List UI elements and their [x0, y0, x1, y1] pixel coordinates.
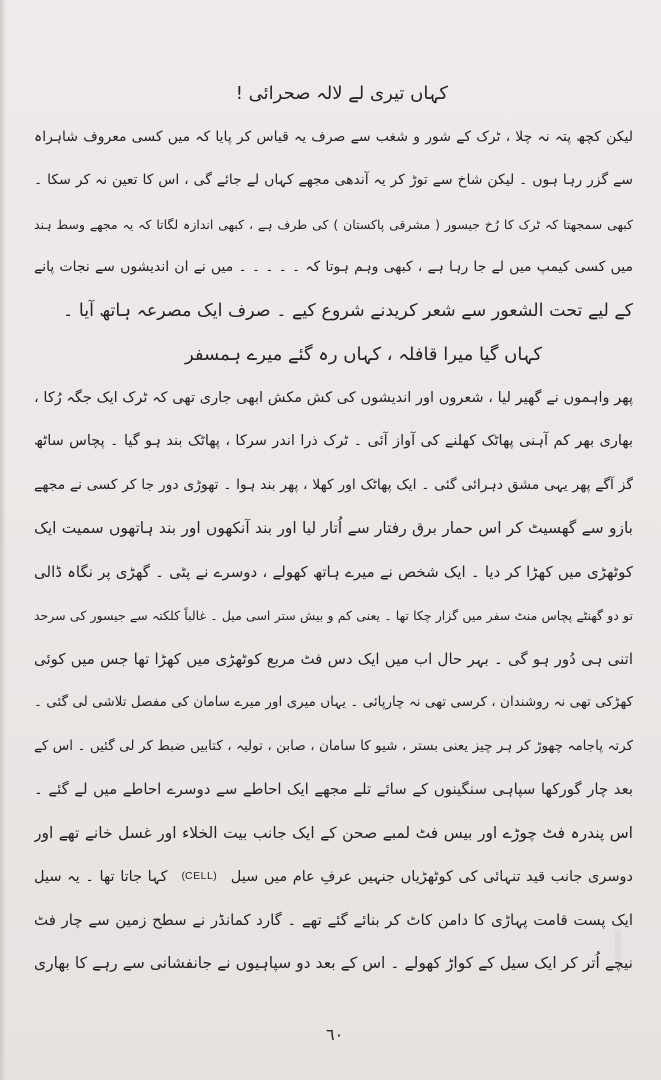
text-line: اتنی ہی دُور ہو گی ۔ بہر حال اب میں ایک دس فٹ مربع کوٹھڑی میں کھڑا تھا جس میں کوئی — [34, 649, 633, 668]
text-line-with-latin — [34, 855, 633, 899]
latin-term: (CELL) — [181, 870, 217, 882]
text-line: لیکن کچھ پتہ نہ چلا ، ٹرک کے شور و شغب سے صرف یہ قیاس کر پایا کہ میں کسی معروف شاہراہ — [34, 128, 633, 145]
urdu-text-block — [34, 72, 633, 986]
text-line: کوٹھڑی میں کھڑا کر دیا ۔ ایک شخص نے میرے ہاتھ کھولے ، دوسرے نے پٹی ۔ گھڑی پر نگاہ ڈالی — [34, 562, 633, 581]
text-line: میں کسی کیمپ میں لے جا رہا ہے ، کبھی وہم ہوتا کہ ۔ ۔ ۔ ۔ ۔ میں نے ان اندیشوں سے نجات پانے — [34, 259, 633, 275]
text-line-heading: کہاں تیری لے لالہ صحرائی ! — [235, 83, 448, 104]
verse-line: کہاں گیا میرا قافلہ ، کہاں رہ گئے میرے ہمسفر — [184, 344, 543, 365]
text-line: بازو سے گھسیٹ کر اس حمار برق رفتار سے اُتار لیا اور بند آنکھوں اور بند ہاتھوں سمیت ایک — [34, 519, 633, 537]
text-line: گز آگے پھر یہی مشق دہرائی گئی ۔ ایک پھاٹک اور کھلا ، پھر بند ہوا ۔ تھوڑی دور جا کر کسی نے مجھے — [34, 476, 633, 493]
scan-smudge — [615, 930, 621, 960]
text-line: کے لیے تحت الشعور سے شعر کریدنے شروع کیے ۔ صرف ایک مصرعہ ہاتھ آیا ۔ — [63, 300, 633, 321]
text-segment: کہا جاتا تھا ۔ یہ سیل — [34, 869, 168, 885]
text-line: ایک پست قامت پہاڑی کا دامن کاٹ کر بنائے گئے تھے ۔ گارد کمانڈر نے سطح زمین سے چار فٹ — [34, 910, 633, 929]
scan-edge-shadow — [0, 0, 6, 1080]
text-line: کبھی سمجھتا کہ ٹرک کا رُخ جیسور ( مشرقی پاکستان ) کی طرف ہے ، کبھی اندازہ لگاتا کہ یہ مجھے وسط ہند — [34, 216, 633, 232]
text-segment: دوسری جانب قید تنہائی کی کوٹھڑیاں جنہیں عرفِ عام میں سیل — [230, 869, 633, 885]
page-number: ٦٠ — [326, 1025, 344, 1044]
text-line: نیچے اُتر کر ایک سیل کے کواڑ کھولے ۔ اس کے بعد دو سپاہیوں نے جانفشانی سے رہے کا بھاری — [34, 954, 633, 972]
text-line: کھڑکی تھی نہ روشندان ، کرسی تھی نہ چارپائی ۔ یہاں میری اور میرے سامان کی مفصل تلاشی لی گئی ۔ — [34, 694, 633, 710]
text-line: کرتہ پاجامہ چھوڑ کر ہر چیز یعنی بستر ، شیو کا سامان ، صابن ، تولیہ ، کتابیں ضبط کر لی گئیں ۔ اس کے — [34, 737, 633, 754]
text-line: بعد چار گورکھا سپاہی سنگینوں کے سائے تلے مجھے ایک احاطے سے دوسرے احاطے میں لے گئے ۔ — [34, 780, 633, 798]
text-line: پھر واہموں نے گھیر لیا ، شعروں اور اندیشوں کی کش مکش ابھی جاری تھی کہ ٹرک ایک جگہ رُکا ، — [34, 389, 633, 406]
text-line: اس پندرہ فٹ چوڑے اور بیس فٹ لمبے صحن کے ایک جانب بیت الخلاء اور غسل خانے تھے اور — [34, 823, 633, 842]
text-line: بھاری بھر کم آہنی پھاٹک کھلنے کی آواز آئی ۔ ٹرک ذرا اندر سرکا ، پھاٹک بند ہو گیا ۔ پچاس ساٹھ — [34, 433, 633, 449]
text-line: سے گزر رہا ہوں ۔ لیکن شاخ سے توڑ کر یہ آندھی مجھے کہاں لے جائے گی ، اس کا تعین نہ کر سکا ۔ — [34, 172, 633, 188]
text-line: تو دو گھنٹے پچاس منٹ سفر میں گزار چکا تھا ۔ یعنی کم و بیش ستر اسی میل ۔ غالباً کلکتہ سے جیسور کی سرحد — [34, 608, 633, 623]
